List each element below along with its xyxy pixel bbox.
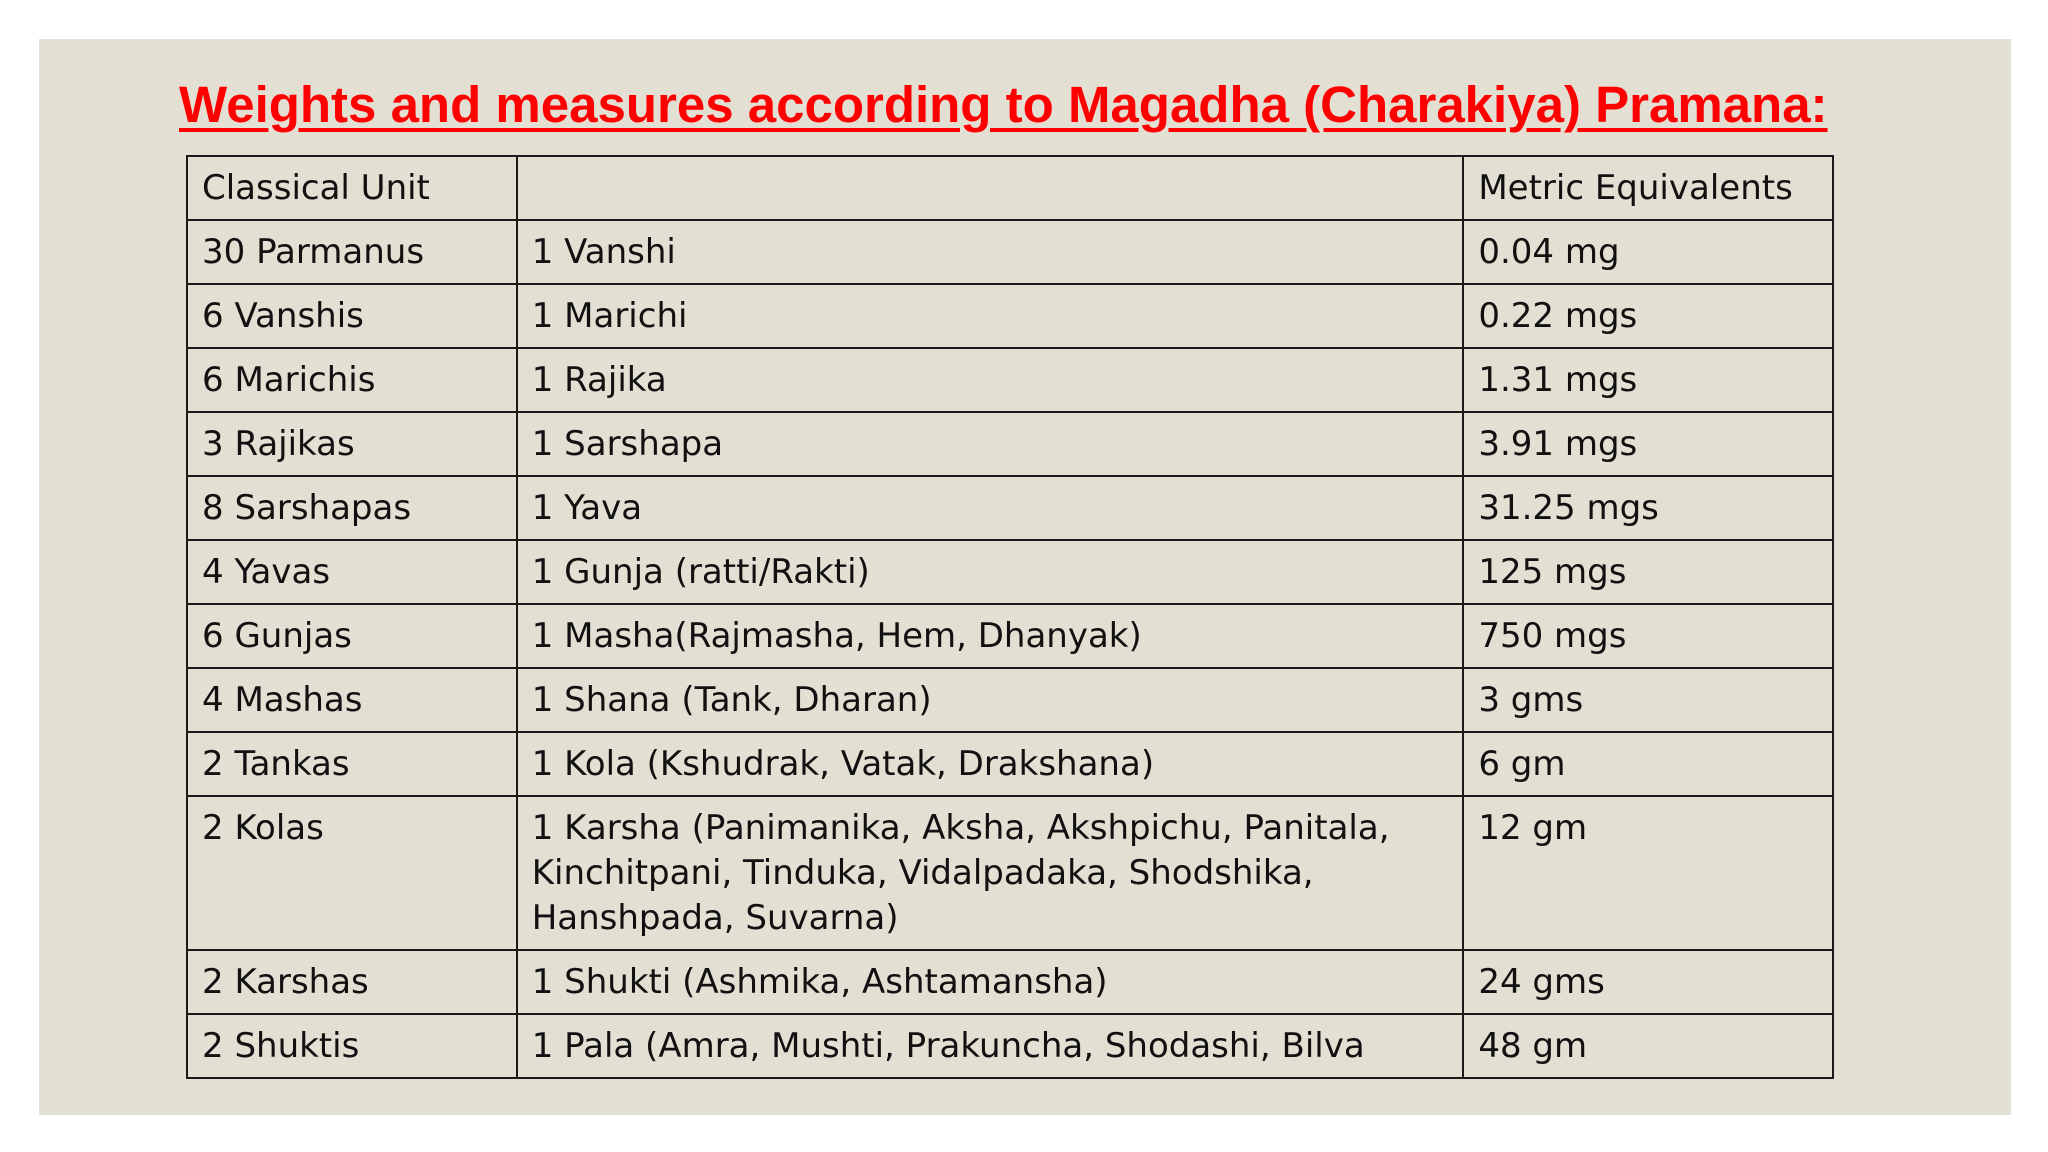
table-row	[187, 950, 1833, 1014]
header-equivalent-unit	[517, 156, 1464, 220]
cell-metric-equivalent: 3.91 mgs	[1463, 412, 1833, 476]
cell-classical-unit: 2 Karshas	[187, 950, 517, 1014]
cell-equivalent-unit: 1 Sarshapa	[517, 412, 1464, 476]
cell-classical-unit: 3 Rajikas	[187, 412, 517, 476]
cell-classical-unit: 2 Shuktis	[187, 1014, 517, 1078]
cell-classical-unit: 6 Vanshis	[187, 284, 517, 348]
table-row	[187, 348, 1833, 412]
cell-equivalent-unit: 1 Karsha (Panimanika, Aksha, Akshpichu, Panitala, Kinchitpani, Tinduka, Vidalpadaka, Shodshika, Hanshpada, Suvarna)	[517, 796, 1464, 950]
cell-classical-unit: 30 Parmanus	[187, 220, 517, 284]
cell-classical-unit: 4 Yavas	[187, 540, 517, 604]
cell-classical-unit: 4 Mashas	[187, 668, 517, 732]
cell-equivalent-unit: 1 Shukti (Ashmika, Ashtamansha)	[517, 950, 1464, 1014]
table-row	[187, 540, 1833, 604]
cell-metric-equivalent: 125 mgs	[1463, 540, 1833, 604]
cell-equivalent-unit: 1 Rajika	[517, 348, 1464, 412]
cell-equivalent-unit: 1 Shana (Tank, Dharan)	[517, 668, 1464, 732]
table-row	[187, 668, 1833, 732]
slide-title: Weights and measures according to Magadha (Charakiya) Pramana:	[179, 76, 1828, 133]
cell-metric-equivalent: 6 gm	[1463, 732, 1833, 796]
cell-metric-equivalent: 0.22 mgs	[1463, 284, 1833, 348]
cell-metric-equivalent: 31.25 mgs	[1463, 476, 1833, 540]
units-table	[186, 155, 1834, 1079]
table-row	[187, 604, 1833, 668]
cell-classical-unit: 6 Marichis	[187, 348, 517, 412]
cell-metric-equivalent: 3 gms	[1463, 668, 1833, 732]
header-classical-unit: Classical Unit	[187, 156, 517, 220]
cell-metric-equivalent: 750 mgs	[1463, 604, 1833, 668]
cell-classical-unit: 6 Gunjas	[187, 604, 517, 668]
slide	[39, 39, 2011, 1115]
table-row	[187, 476, 1833, 540]
cell-classical-unit: 2 Kolas	[187, 796, 517, 950]
cell-equivalent-unit: 1 Masha(Rajmasha, Hem, Dhanyak)	[517, 604, 1464, 668]
table-row	[187, 1014, 1833, 1078]
header-metric-equivalents: Metric Equivalents	[1463, 156, 1833, 220]
cell-metric-equivalent: 1.31 mgs	[1463, 348, 1833, 412]
cell-metric-equivalent: 48 gm	[1463, 1014, 1833, 1078]
cell-classical-unit: 8 Sarshapas	[187, 476, 517, 540]
cell-metric-equivalent: 0.04 mg	[1463, 220, 1833, 284]
table-row	[187, 220, 1833, 284]
table-row	[187, 796, 1833, 950]
cell-classical-unit: 2 Tankas	[187, 732, 517, 796]
cell-equivalent-unit: 1 Marichi	[517, 284, 1464, 348]
cell-equivalent-unit: 1 Kola (Kshudrak, Vatak, Drakshana)	[517, 732, 1464, 796]
table-row	[187, 412, 1833, 476]
cell-equivalent-unit: 1 Vanshi	[517, 220, 1464, 284]
cell-equivalent-unit: 1 Yava	[517, 476, 1464, 540]
table-row	[187, 732, 1833, 796]
cell-metric-equivalent: 12 gm	[1463, 796, 1833, 950]
cell-equivalent-unit: 1 Gunja (ratti/Rakti)	[517, 540, 1464, 604]
table-row	[187, 284, 1833, 348]
cell-equivalent-unit: 1 Pala (Amra, Mushti, Prakuncha, Shodashi, Bilva	[517, 1014, 1464, 1078]
table-header-row	[187, 156, 1833, 220]
cell-metric-equivalent: 24 gms	[1463, 950, 1833, 1014]
